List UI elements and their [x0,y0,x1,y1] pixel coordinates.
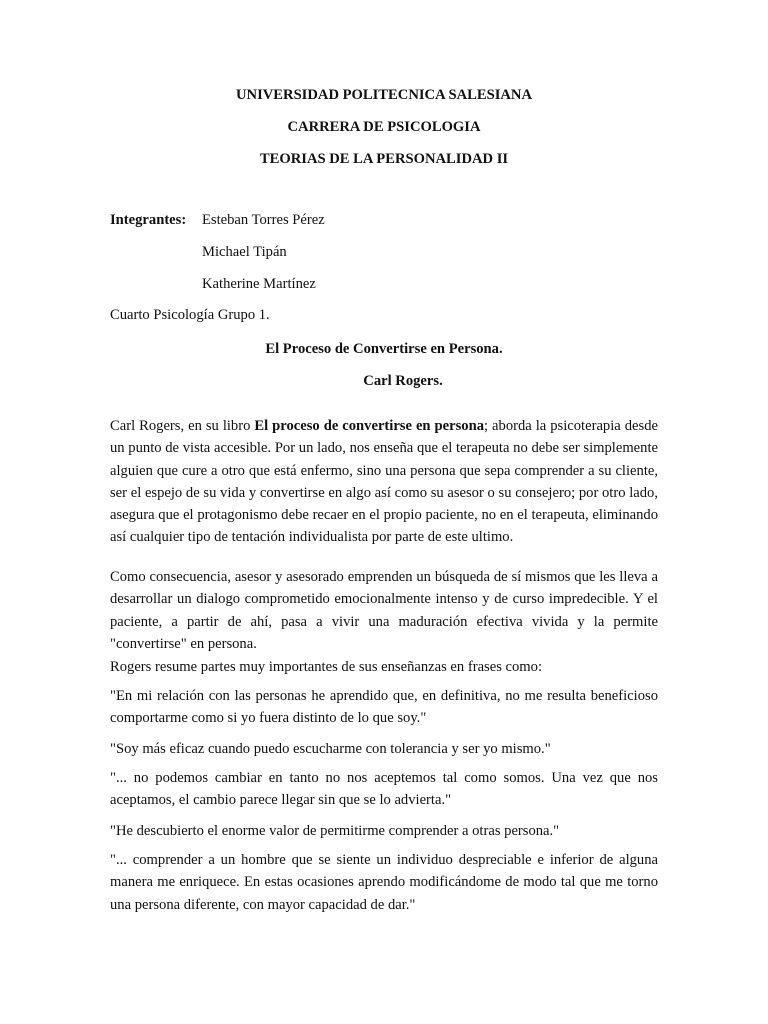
paragraph-intro [110,415,658,549]
member-name: Esteban Torres Pérez [202,212,325,228]
quote-item: "Soy más eficaz cuando puedo escucharme con tolerancia y ser yo mismo." [110,741,551,757]
course-heading: TEORIAS DE LA PERSONALIDAD II [259,151,509,167]
quote-item: "En mi relación con las personas he aprendido que, en definitiva, no me resulta beneficioso comportarme como si yo fuera distinto de lo que soy." [110,688,658,727]
university-heading: UNIVERSIDAD POLITECNICA SALESIANA [236,87,532,103]
quote-item: "... comprender a un hombre que se siente un individuo despreciable e inferior de alguna manera me enriquece. En estas ocasiones aprendo modificándome de modo tal que me torno una persona diferente, con mayor capacidad de dar." [110,852,658,913]
essay-author: Carl Rogers. [363,373,443,389]
member-name: Katherine Martínez [202,276,316,292]
members-label: Integrantes: [110,212,187,228]
career-heading: CARRERA DE PSICOLOGIA [287,119,481,135]
quote-item: "... no podemos cambiar en tanto no nos aceptemos tal como somos. Una vez que nos aceptamos, el cambio parece llegar sin que se lo advierta." [110,770,658,809]
paragraph-intro-rest: ; aborda la psicoterapia desde un punto de vista accesible. Por un lado, nos enseña que el terapeuta no debe ser simplemente alguien que cure a otro que está enfermo, sino una persona que sepa comprender a su cliente, ser el espejo de su vida y convertirse en algo así como su asesor o su consejero; por otro lado, asegura que el protagonismo debe recaer en el propio paciente, no en el terapeuta, eliminando así cualquier tipo de tentación individualista por parte de este ultimo. [110,418,658,546]
member-name: Michael Tipán [202,244,287,260]
paragraph-intro-start: Carl Rogers, en su libro [110,418,255,434]
paragraph-quotes-intro: Rogers resume partes muy importantes de sus enseñanzas en frases como: [110,659,543,675]
essay-title: El Proceso de Convertirse en Persona. [265,341,503,357]
book-title: El proceso de convertirse en persona [254,418,484,434]
quote-item: "He descubierto el enorme valor de permitirme comprender a otras persona." [110,823,560,839]
group-info: Cuarto Psicología Grupo 1. [110,307,270,323]
paragraph-consequence: Como consecuencia, asesor y asesorado emprenden un búsqueda de sí mismos que les lleva a desarrollar un dialogo comprometido emocionalmente intenso y de curso impredecible. Y el paciente, a partir de ahí, pasa a vivir una maduración efectiva vivida y la permite "convertirse" en persona. [110,569,658,652]
